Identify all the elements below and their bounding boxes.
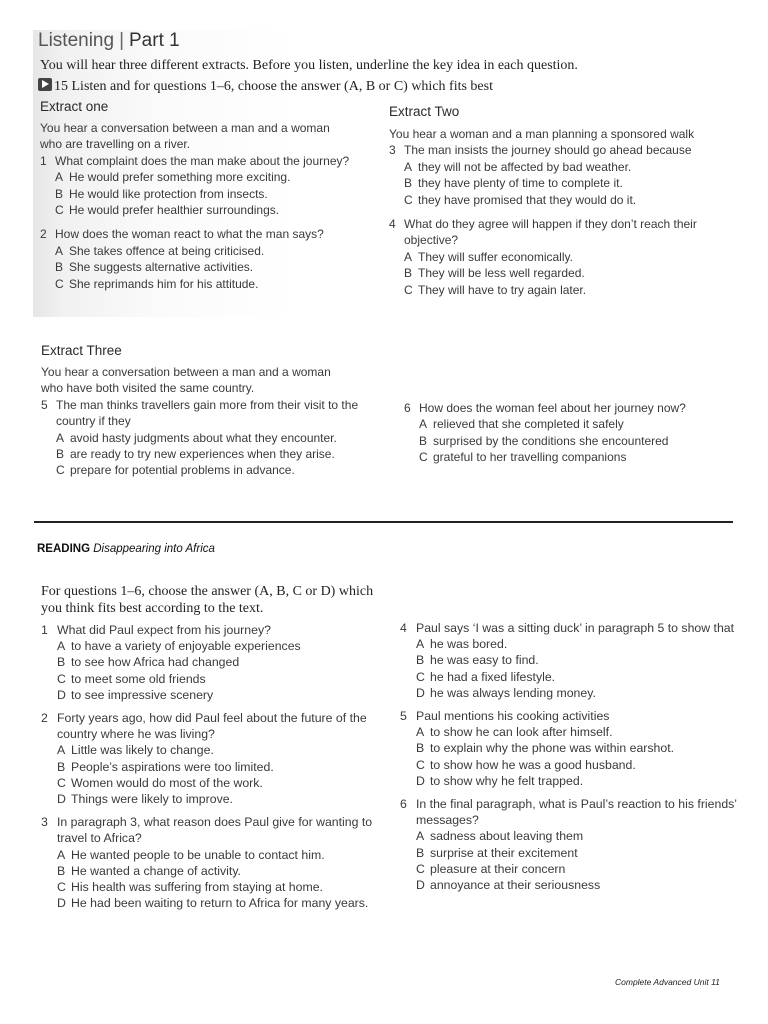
option-letter: C (57, 880, 66, 895)
question-text: The man thinks travellers gain more from their visit to the country if they (56, 397, 359, 429)
option-letter: B (416, 845, 425, 860)
question-6 (404, 400, 744, 416)
option-text: They will have to try again later. (418, 282, 587, 297)
option-letter: A (416, 829, 425, 844)
option-text: He would prefer healthier surroundings. (69, 203, 280, 218)
option-d (41, 895, 386, 911)
question-text: In paragraph 3, what reason does Paul give for wanting to travel to Africa? (57, 815, 373, 846)
option-text: He wanted people to be unable to contact him. (71, 847, 325, 862)
option-letter: B (416, 653, 425, 668)
option-letter: C (56, 463, 65, 478)
reading-left-column (41, 622, 386, 911)
option-text: Things were likely to improve. (71, 792, 233, 807)
option-letter: B (56, 447, 65, 462)
option-text: surprised by the conditions she encountered (433, 433, 669, 448)
option-letter: C (55, 276, 64, 291)
page-title (38, 30, 180, 52)
option-b (400, 652, 740, 668)
question-number: 4 (389, 217, 396, 232)
extract-one (40, 120, 370, 292)
option-letter: B (404, 266, 413, 281)
option-text: he was easy to find. (430, 653, 539, 668)
option-letter: A (57, 743, 66, 758)
question-text: What do they agree will happen if they don’t reach their objective? (404, 217, 697, 248)
option-text: they have promised that they would do it. (418, 192, 637, 207)
extract-two (389, 126, 734, 298)
extract-three-question-6 (404, 400, 744, 466)
track-number: 15 (54, 79, 68, 94)
option-text: to show why he felt trapped. (430, 773, 584, 788)
title-separator: | (119, 30, 124, 51)
option-text: pleasure at their concern (430, 861, 566, 876)
extract-one-heading: Extract one (40, 99, 109, 114)
context-line: You hear a conversation between a man and a woman (41, 365, 331, 379)
instruction-text: Listen and for questions 1–6, choose the answer (A, B or C) which fits best (71, 79, 493, 94)
listening-instruction (38, 78, 493, 95)
option-b (41, 446, 386, 462)
option-text: He would prefer something more exciting. (69, 170, 291, 185)
question-2 (40, 226, 370, 242)
option-letter: B (416, 741, 425, 756)
option-text: they will not be affected by bad weather. (418, 159, 632, 174)
option-a (404, 416, 744, 432)
option-letter: B (57, 759, 66, 774)
option-letter: C (404, 192, 413, 207)
question-number: 5 (41, 397, 48, 412)
option-a (41, 638, 386, 654)
option-text: They will be less well regarded. (418, 266, 585, 281)
option-letter: A (57, 639, 66, 654)
option-text: prepare for potential problems in advance. (70, 463, 295, 478)
option-d (400, 877, 740, 893)
reading-question-2 (41, 710, 386, 742)
option-c (40, 202, 370, 218)
option-text: they have plenty of time to complete it. (418, 176, 623, 191)
question-number: 3 (41, 815, 48, 830)
reading-question-1 (41, 622, 386, 638)
option-text: People’s aspirations were too limited. (71, 759, 274, 774)
option-letter: B (404, 176, 413, 191)
option-b (389, 265, 734, 281)
question-number: 3 (389, 143, 396, 158)
option-letter: A (404, 249, 413, 264)
context-line: who are travelling on a river. (40, 137, 191, 152)
option-letter: B (57, 863, 66, 878)
option-letter: A (57, 847, 66, 862)
option-letter: C (416, 861, 425, 876)
option-d (41, 687, 386, 703)
option-text: he had a fixed lifestyle. (430, 669, 556, 684)
option-text: to have a variety of enjoyable experiences (71, 639, 301, 654)
option-c (41, 462, 386, 478)
option-text: to show he can look after himself. (430, 725, 613, 740)
context-line: who have both visited the same country. (41, 381, 255, 396)
reading-question-5 (400, 708, 740, 724)
question-text: How does the woman react to what the man says? (55, 227, 324, 242)
context-line: You hear a conversation between a man and a woman (40, 121, 330, 135)
option-d (400, 685, 740, 701)
extract-three-heading: Extract Three (41, 343, 122, 358)
option-b (41, 863, 386, 879)
option-text: She reprimands him for his attitude. (69, 276, 259, 291)
question-text: Paul mentions his cooking activities (416, 709, 610, 724)
reading-question-3 (41, 814, 386, 846)
option-a (40, 243, 370, 259)
option-text: avoid hasty judgments about what they encounter. (70, 430, 337, 445)
option-c (389, 282, 734, 298)
question-5 (41, 397, 386, 430)
option-text: Little was likely to change. (71, 743, 214, 758)
question-text: In the final paragraph, what is Paul’s reaction to his friends’ messages? (416, 797, 737, 828)
question-text: How does the woman feel about her journey now? (419, 401, 686, 415)
option-a (41, 430, 386, 446)
option-letter: B (55, 186, 64, 201)
option-b (400, 845, 740, 861)
question-4 (389, 216, 719, 249)
question-3 (389, 142, 734, 158)
question-text: What complaint does the man make about the journey? (55, 153, 350, 168)
option-letter: D (416, 878, 425, 893)
option-b (40, 186, 370, 202)
option-c (40, 276, 370, 292)
reading-heading (37, 543, 215, 555)
option-letter: A (56, 430, 65, 445)
option-c (404, 449, 744, 465)
question-text: What did Paul expect from his journey? (57, 623, 271, 637)
option-letter: D (57, 687, 66, 702)
option-b (41, 654, 386, 670)
question-text: Forty years ago, how did Paul feel about the future of the country where he was living? (57, 711, 367, 742)
option-text: He had been waiting to return to Africa for many years. (71, 896, 369, 911)
question-number: 4 (400, 621, 407, 635)
question-number: 1 (41, 623, 48, 637)
option-c (400, 861, 740, 877)
option-text: to see how Africa had changed (71, 655, 240, 670)
option-a (400, 636, 740, 652)
option-a (40, 169, 370, 185)
option-letter: B (55, 260, 64, 275)
option-text: He would like protection from insects. (69, 186, 268, 201)
title-part: Part 1 (129, 30, 180, 51)
option-c (41, 671, 386, 687)
option-text: relieved that she completed it safely (433, 417, 624, 432)
reading-intro: For questions 1–6, choose the answer (A, B, C or D) which you think fits best according to the text. (41, 584, 374, 616)
option-text: She takes offence at being criticised. (69, 243, 265, 258)
option-a (400, 828, 740, 844)
option-b (400, 740, 740, 756)
option-letter: B (419, 433, 428, 448)
option-a (389, 249, 734, 265)
option-letter: D (57, 896, 66, 911)
reading-question-4 (400, 620, 740, 636)
option-letter: A (55, 243, 64, 258)
option-text: sadness about leaving them (430, 829, 584, 844)
reading-question-6 (400, 796, 740, 828)
option-letter: C (419, 450, 428, 465)
option-text: to see impressive scenery (71, 687, 214, 702)
option-c (389, 192, 734, 208)
option-c (41, 879, 386, 895)
option-text: are ready to try new experiences when they arise. (70, 447, 335, 462)
option-text: to meet some old friends (71, 671, 206, 686)
option-d (400, 773, 740, 789)
option-b (404, 433, 744, 449)
option-text: His health was suffering from staying at home. (71, 880, 323, 895)
option-letter: D (416, 773, 425, 788)
reading-right-column (400, 620, 740, 893)
question-text: Paul says ‘I was a sitting duck’ in paragraph 5 to show that (416, 621, 735, 635)
option-text: to show how he was a good husband. (430, 757, 636, 772)
option-c (400, 757, 740, 773)
option-letter: C (55, 203, 64, 218)
question-number: 6 (400, 797, 407, 812)
audio-track-icon (38, 78, 52, 91)
option-letter: D (57, 792, 66, 807)
option-b (389, 175, 734, 191)
option-letter: C (416, 669, 425, 684)
option-letter: C (404, 282, 413, 297)
option-a (41, 742, 386, 758)
option-text: surprise at their excitement (430, 845, 578, 860)
question-number: 2 (41, 711, 48, 726)
option-a (41, 847, 386, 863)
option-letter: C (57, 671, 66, 686)
question-number: 2 (40, 227, 47, 242)
option-b (40, 259, 370, 275)
option-letter: A (404, 159, 413, 174)
option-letter: A (416, 637, 425, 652)
option-c (41, 775, 386, 791)
section-divider (34, 521, 733, 523)
listening-intro: You will hear three different extracts. Before you listen, underline the key idea in each question. (40, 58, 578, 73)
option-text: grateful to her travelling companions (433, 450, 627, 465)
option-letter: A (416, 725, 425, 740)
option-text: Women would do most of the work. (71, 775, 263, 790)
option-text: to explain why the phone was within earshot. (430, 741, 675, 756)
question-number: 6 (404, 401, 411, 415)
reading-label: READING (37, 543, 91, 555)
option-a (389, 159, 734, 175)
question-number: 1 (40, 153, 47, 168)
option-letter: A (419, 417, 428, 432)
option-text: He wanted a change of activity. (71, 863, 241, 878)
option-letter: A (55, 170, 64, 185)
option-text: They will suffer economically. (418, 249, 573, 264)
title-main: Listening (38, 30, 115, 51)
extract-two-heading: Extract Two (389, 104, 460, 119)
option-text: he was always lending money. (430, 685, 596, 700)
question-1 (40, 153, 370, 169)
option-text: She suggests alternative activities. (69, 260, 254, 275)
page-footer: Complete Advanced Unit 11 (615, 977, 720, 987)
option-c (400, 669, 740, 685)
option-letter: D (416, 685, 425, 700)
question-text: The man insists the journey should go ahead because (404, 143, 692, 158)
context-line: You hear a woman and a man planning a sponsored walk (389, 127, 695, 141)
reading-title: Disappearing into Africa (93, 543, 215, 555)
question-number: 5 (400, 709, 407, 724)
option-b (41, 759, 386, 775)
option-letter: B (57, 655, 66, 670)
option-a (400, 724, 740, 740)
option-text: he was bored. (430, 637, 508, 652)
option-letter: C (57, 775, 66, 790)
option-letter: C (416, 757, 425, 772)
extract-three (41, 364, 386, 479)
option-d (41, 791, 386, 807)
option-text: annoyance at their seriousness (430, 878, 601, 893)
